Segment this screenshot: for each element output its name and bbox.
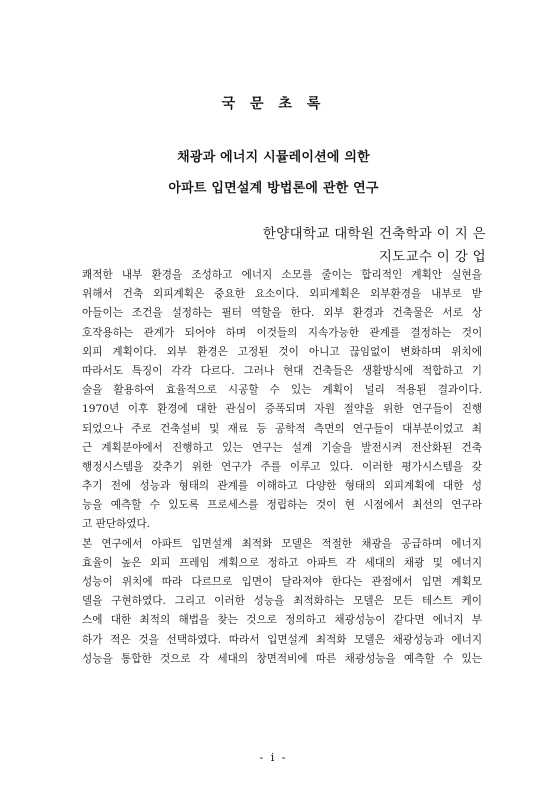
body-line: 본 연구에서 아파트 입면설계 최적화 모델은 적절한 채광을 공급하며 에너지	[82, 537, 482, 550]
body-line: 델을 구현하였다. 그리고 이러한 성능을 최적화하는 모델은 모든 테스트 케이	[82, 595, 482, 608]
body-line: 추기 전에 성능과 형태의 관계를 이해하고 다양한 형태의 외피계획에 대한 성	[82, 480, 482, 493]
body-line: 효율이 높은 외피 프레임 계획으로 정하고 아파트 각 세대의 채광 및 에너지	[82, 556, 483, 569]
advisor-name: 지도교수 이 강 업	[378, 249, 486, 265]
body-line: 스에 대한 최적의 해법을 찾는 것으로 정의하고 채광성능이 같다면 에너지 부	[82, 614, 482, 627]
body-line: 술을 활용하여 효율적으로 시공할 수 있는 계획이 널리 적용된 결과이다.	[82, 384, 482, 397]
body-line: 아들이는 조건을 설정하는 필터 역할을 한다. 외부 환경과 건축물은 서로 상	[82, 307, 483, 320]
body-line: 쾌적한 내부 환경을 조성하고 에너지 소모를 줄이는 합리적인 계획안 실현을	[82, 269, 482, 281]
body-line: 되었으나 주로 건축설비 및 재료 등 공학적 측면의 연구들이 대부분이었고 최	[82, 422, 482, 435]
body-line: 성능을 통합한 것으로 각 세대의 창면적비에 따른 채광성능을 예측할 수 있는	[82, 652, 482, 665]
author-affiliation: 한양대학교 대학원 건축학과 이 지 은	[262, 226, 486, 242]
body-line: 호작용하는 관계가 되어야 하며 이것들의 지속가능한 관계를 결정하는 것이	[82, 326, 483, 339]
body-line: 외피 계획이다. 외부 환경은 고정된 것이 아니고 끊임없이 변화하며 위치에	[82, 345, 482, 358]
body-line: 따라서도 특징이 각각 다르다. 그러나 현대 건축들은 생활방식에 적합하고 기	[82, 364, 482, 377]
abstract-heading: 국 문 초 록	[221, 96, 326, 112]
thesis-title-line-2: 아파트 입면설계 방법론에 관한 연구	[168, 181, 379, 196]
body-line: 고 판단하였다.	[82, 518, 151, 531]
body-line: 1970년 이후 환경에 대한 관심이 증폭되며 자원 절약을 위한 연구들이 진행	[82, 403, 483, 416]
abstract-body	[82, 266, 482, 669]
body-line: 위해서 건축 외피계획은 중요한 요소이다. 외피계획은 외부환경을 내부로 받	[82, 288, 482, 301]
body-line: 성능이 위치에 따라 다르므로 입면이 달라져야 한다는 관점에서 입면 계획모	[82, 576, 482, 588]
page-number: - i -	[259, 751, 288, 764]
body-line: 근 계획분야에서 진행하고 있는 연구는 설계 기술을 발전시켜 전산화된 건축	[82, 441, 482, 454]
body-line: 능을 예측할 수 있도록 프로세스를 정립하는 것이 현 시점에서 최선의 연구라	[82, 499, 482, 512]
body-line: 하가 적은 것을 선택하였다. 따라서 입면설계 최적화 모델은 채광성능과 에너지	[82, 633, 483, 646]
body-line: 행정시스템을 갖추기 위한 연구가 주를 이루고 있다. 이러한 평가시스템을 갖	[82, 460, 482, 473]
thesis-title-line-1: 채광과 에너지 시뮬레이션에 의한	[177, 150, 370, 165]
